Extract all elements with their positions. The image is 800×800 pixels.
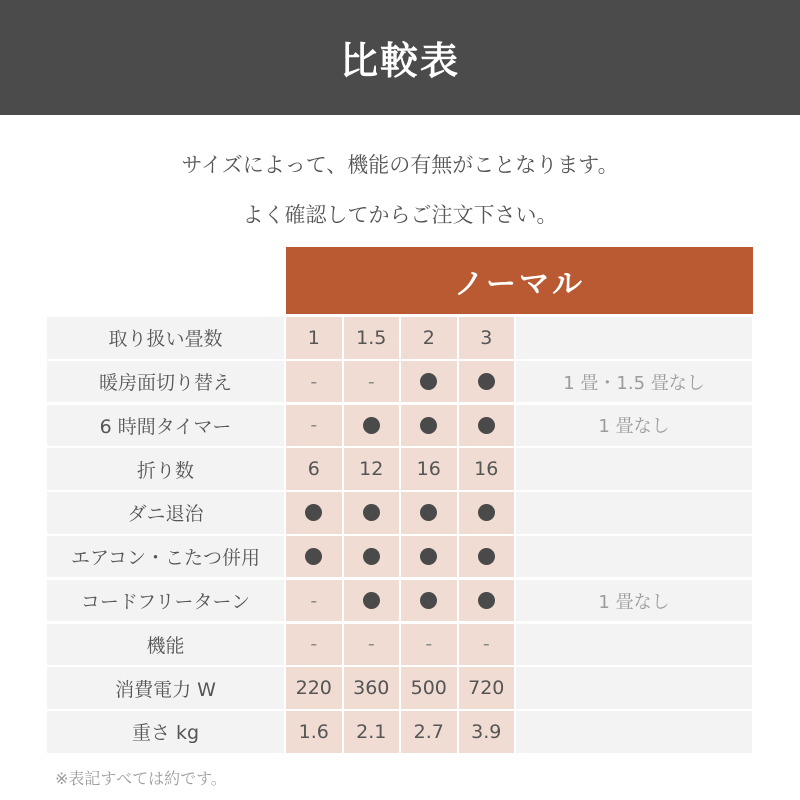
table-row	[47, 667, 753, 709]
value-text: 1.6	[298, 720, 329, 743]
row-label: 暖房面切り替え	[47, 361, 284, 403]
value-cell	[344, 405, 400, 447]
table-row	[47, 624, 753, 666]
value-cell	[401, 667, 457, 709]
row-label: 消費電力 W	[47, 667, 284, 709]
dot-icon	[420, 373, 437, 390]
row-label: エアコン・こたつ併用	[47, 536, 284, 578]
value-cell	[459, 317, 515, 359]
value-cell	[344, 667, 400, 709]
value-cell	[401, 624, 457, 666]
value-cell	[401, 536, 457, 578]
value-text: -	[310, 633, 318, 656]
value-cell	[286, 361, 342, 403]
dot-icon	[478, 548, 495, 565]
row-label: 機能	[47, 624, 284, 666]
value-text: -	[310, 370, 318, 393]
dot-icon	[363, 504, 380, 521]
value-text: 2.1	[356, 720, 387, 743]
row-note: 1 畳なし	[516, 405, 752, 447]
value-cell	[344, 317, 400, 359]
value-text: 500	[410, 677, 447, 700]
table-row	[47, 317, 753, 359]
dot-icon	[363, 548, 380, 565]
value-text: 6	[307, 458, 320, 481]
row-note	[516, 448, 752, 490]
value-cell	[344, 580, 400, 622]
dot-icon	[420, 548, 437, 565]
table-row	[47, 361, 753, 403]
dot-icon	[420, 417, 437, 434]
dot-icon	[305, 548, 322, 565]
dot-icon	[478, 592, 495, 609]
value-cell	[344, 536, 400, 578]
table-row	[47, 492, 753, 534]
row-label: ダニ退治	[47, 492, 284, 534]
dot-icon	[420, 592, 437, 609]
intro-line-1: サイズによって、機能の有無がことなります。	[181, 153, 619, 177]
row-note	[516, 492, 752, 534]
intro-text	[0, 140, 800, 240]
value-cell	[459, 448, 515, 490]
value-cell	[344, 361, 400, 403]
value-cell	[459, 405, 515, 447]
value-cell	[459, 361, 515, 403]
comparison-table	[47, 317, 753, 755]
value-text: 3	[480, 326, 493, 349]
value-text: -	[425, 633, 433, 656]
row-note: 1 畳なし	[516, 580, 752, 622]
intro-line-2: よく確認してからご注文下さい。	[242, 203, 558, 227]
dot-icon	[363, 592, 380, 609]
value-text: 16	[474, 458, 499, 481]
row-label: 重さ kg	[47, 711, 284, 753]
value-cell	[401, 580, 457, 622]
table-row	[47, 711, 753, 753]
dot-icon	[420, 504, 437, 521]
value-cell	[286, 667, 342, 709]
value-text: 1.5	[356, 326, 387, 349]
value-cell	[459, 492, 515, 534]
value-cell	[286, 448, 342, 490]
value-cell	[401, 448, 457, 490]
dot-icon	[363, 417, 380, 434]
value-cell	[344, 492, 400, 534]
value-cell	[401, 492, 457, 534]
header-bar	[0, 0, 800, 115]
row-note	[516, 317, 752, 359]
value-text: 220	[295, 677, 332, 700]
value-cell	[459, 667, 515, 709]
table-row	[47, 536, 753, 578]
row-label: コードフリーターン	[47, 580, 284, 622]
dot-icon	[478, 417, 495, 434]
value-cell	[344, 448, 400, 490]
value-cell	[344, 711, 400, 753]
value-cell	[401, 317, 457, 359]
value-cell	[286, 624, 342, 666]
value-cell	[286, 317, 342, 359]
dot-icon	[478, 373, 495, 390]
value-text: 12	[359, 458, 384, 481]
footnote: ※表記すべては約です。	[55, 769, 227, 788]
row-label: 6 時間タイマー	[47, 405, 284, 447]
page-title: 比較表	[339, 39, 460, 83]
row-note	[516, 667, 752, 709]
value-cell	[459, 580, 515, 622]
row-note	[516, 711, 752, 753]
value-cell	[401, 711, 457, 753]
row-label: 取り扱い畳数	[47, 317, 284, 359]
row-note	[516, 536, 752, 578]
value-text: 1	[307, 326, 320, 349]
model-band-label: ノーマル	[453, 266, 586, 302]
value-cell	[286, 536, 342, 578]
row-note	[516, 624, 752, 666]
value-cell	[459, 624, 515, 666]
table-row	[47, 580, 753, 622]
value-text: 360	[353, 677, 390, 700]
value-cell	[401, 405, 457, 447]
dot-icon	[305, 504, 322, 521]
table-row	[47, 448, 753, 490]
value-text: -	[310, 589, 318, 612]
row-note: 1 畳・1.5 畳なし	[516, 361, 752, 403]
value-cell	[286, 405, 342, 447]
value-text: 2.7	[413, 720, 444, 743]
value-cell	[286, 492, 342, 534]
value-text: -	[310, 414, 318, 437]
dot-icon	[478, 504, 495, 521]
value-cell	[401, 361, 457, 403]
value-text: -	[367, 633, 375, 656]
value-text: -	[367, 370, 375, 393]
value-cell	[286, 711, 342, 753]
value-cell	[286, 580, 342, 622]
value-text: 720	[468, 677, 505, 700]
value-cell	[459, 536, 515, 578]
value-text: 16	[416, 458, 441, 481]
value-text: -	[482, 633, 490, 656]
value-cell	[459, 711, 515, 753]
value-text: 3.9	[471, 720, 502, 743]
model-band-normal	[286, 247, 753, 314]
value-cell	[344, 624, 400, 666]
table-row	[47, 405, 753, 447]
row-label: 折り数	[47, 448, 284, 490]
value-text: 2	[422, 326, 435, 349]
